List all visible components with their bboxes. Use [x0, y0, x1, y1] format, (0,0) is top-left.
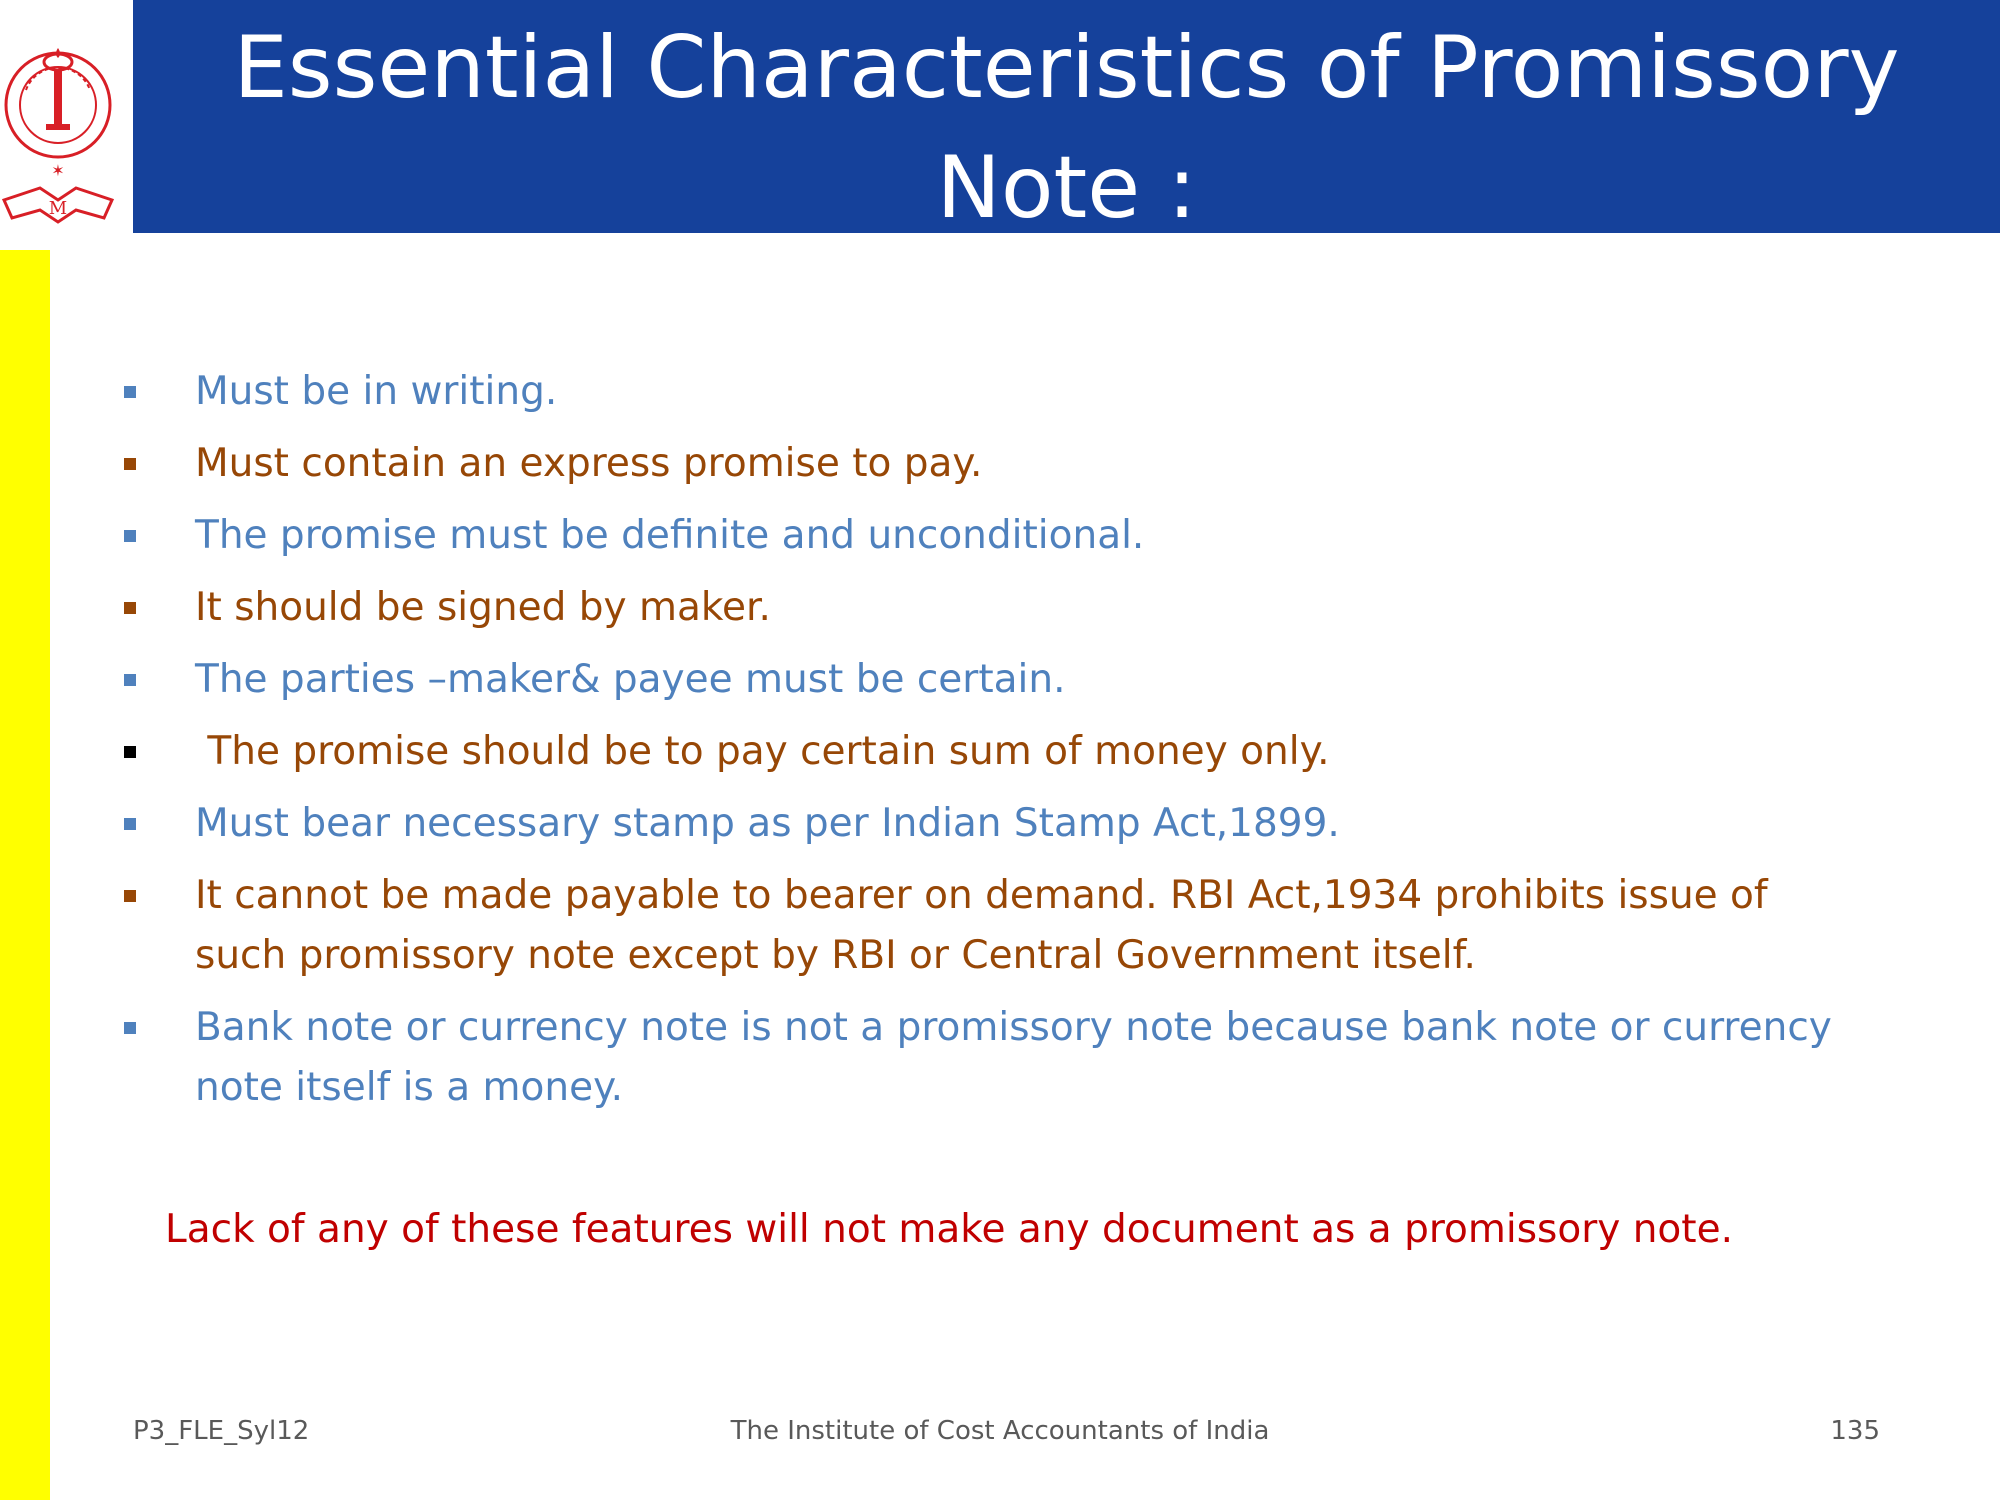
- list-item-text: Bank note or currency note is not a promissory note because bank note or currency note itself is a money.: [195, 1005, 1832, 1110]
- concluding-note: Lack of any of these features will not make any document as a promissory note.: [165, 1207, 1733, 1252]
- slide-title-line-1: Essential Characteristics of Promissory: [233, 18, 1900, 118]
- square-bullet-icon: [124, 386, 136, 398]
- institute-logo: [0, 0, 133, 233]
- svg-text:✶: ✶: [51, 161, 65, 180]
- list-item-text: It cannot be made payable to bearer on demand. RBI Act,1934 prohibits issue of such promissory note except by RBI or Central Government itself.: [195, 873, 1768, 978]
- square-bullet-icon: [124, 530, 136, 542]
- institute-seal-icon: [0, 0, 133, 233]
- list-item-text: Must bear necessary stamp as per Indian Stamp Act,1899.: [195, 801, 1340, 846]
- list-item-text: Must contain an express promise to pay.: [195, 441, 983, 486]
- slide-title-line-2: Note :: [936, 138, 1197, 238]
- accent-strip: [0, 250, 50, 1500]
- footer-page-number: 135: [1830, 1416, 1880, 1446]
- square-bullet-icon: [124, 818, 136, 830]
- square-bullet-icon: [124, 674, 136, 686]
- square-bullet-icon: [124, 602, 136, 614]
- square-bullet-icon: [124, 890, 136, 902]
- footer-institute-name: The Institute of Cost Accountants of India: [730, 1416, 1270, 1446]
- square-bullet-icon: [124, 458, 136, 470]
- list-item-text: The promise must be definite and unconditional.: [195, 513, 1145, 558]
- list-item-text: The promise should be to pay certain sum of money only.: [195, 729, 1330, 774]
- footer-course-code: P3_FLE_Syl12: [133, 1416, 310, 1446]
- slide-title: [133, 8, 2000, 248]
- list-item-text: The parties –maker& payee must be certain.: [195, 657, 1066, 702]
- square-bullet-icon: [124, 746, 136, 758]
- square-bullet-icon: [124, 1022, 136, 1034]
- list-item-text: It should be signed by maker.: [195, 585, 771, 630]
- svg-text:M: M: [48, 198, 68, 219]
- list-item-text: Must be in writing.: [195, 369, 558, 414]
